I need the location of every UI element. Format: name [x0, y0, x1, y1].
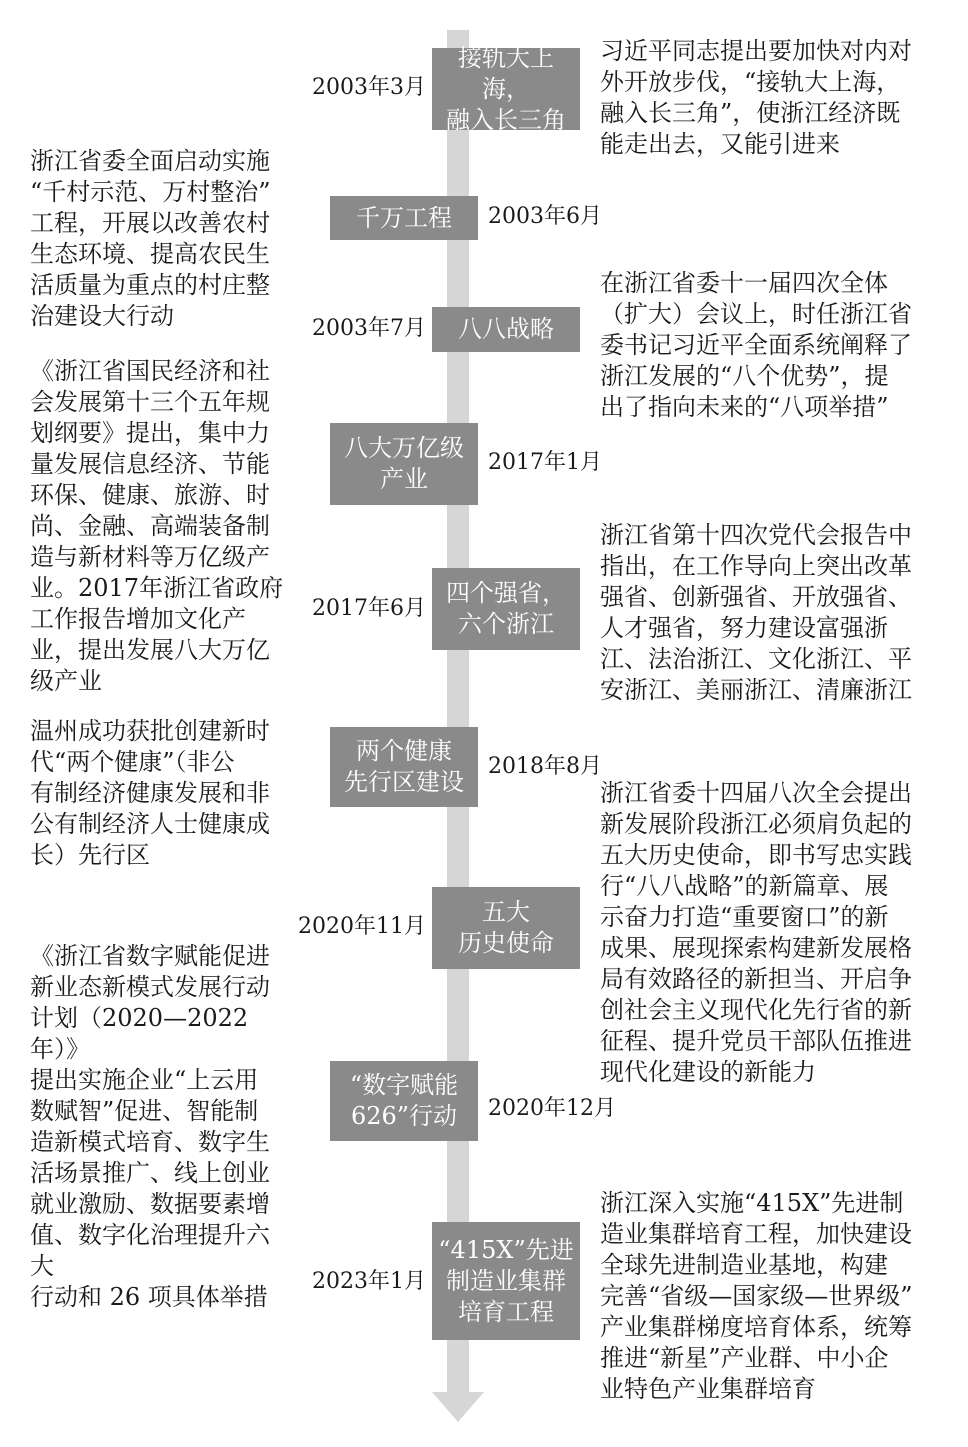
- event-box-liangge-jiankang: 两个健康 先行区建设: [330, 727, 478, 807]
- event-desc-baba-zhanlue: 在浙江省委十一届四次全体 （扩大）会议上，时任浙江省 委书记习近平全面系统阐释了 浙江发展的“八个优势”，提 出了指向未来的“八项举措”: [600, 269, 912, 421]
- event-box-baba-zhanlue: 八八战略: [432, 307, 580, 352]
- event-date-2017-01: 2017年1月: [488, 450, 602, 475]
- event-date-2020-12: 2020年12月: [488, 1096, 616, 1121]
- event-date-2023-01: 2023年1月: [312, 1269, 426, 1294]
- event-box-qianwan-gongcheng: 千万工程: [330, 196, 478, 240]
- event-desc-415x: 浙江深入实施“415X”先进制 造业集群培育工程，加快建设 全球先进制造业基地，构建 完善“省级—国家级—世界级” 产业集群梯度培育体系，统筹 推进“新星”产业群、中小企 业特色产业集群培育: [600, 1189, 913, 1403]
- event-desc-shuzi-funeng: 《浙江省数字赋能促进 新业态新模式发展行动 计划（2020—2022年）》 提出实施企业“上云用 数赋智”促进、智能制 造新模式培育、数字生 活场景推广、线上创业 就业激励、数据要素增 值、数字化治理提升六大 行动和 26 项具体举措: [30, 942, 270, 1311]
- timeline-arrow-head: [432, 1392, 484, 1422]
- event-desc-sige-qiangsheng: 浙江省第十四次党代会报告中 指出，在工作导向上突出改革 强省、创新强省、开放强省、 人才强省，努力建设富强浙 江、法治浙江、文化浙江、平 安浙江、美丽浙江、清廉浙江: [600, 521, 912, 704]
- event-desc-qianwan-gongcheng: 浙江省委全面启动实施 “千村示范、万村整治” 工程，开展以改善农村 生态环境、提高农民生 活质量为重点的村庄整 治建设大行动: [30, 147, 271, 330]
- event-date-2018-08: 2018年8月: [488, 754, 602, 779]
- event-desc-wuda-lishi-shiming: 浙江省委十四届八次全会提出 新发展阶段浙江必须肩负起的 五大历史使命，即书写忠实践 行“八八战略”的新篇章、展 示奋力打造“重要窗口”的新 成果、展现探索构建新发展格 局有效路径的新担当、开启争 创社会主义现代化先行省的新 征程、提升党员干部队伍推进 现代化建设的新能力: [600, 779, 912, 1086]
- event-box-wuda-lishi-shiming: 五大 历史使命: [432, 887, 580, 969]
- event-box-jiegui-dashanghai: 接轨大上海， 融入长三角: [432, 48, 580, 130]
- event-box-sige-qiangsheng: 四个强省， 六个浙江: [432, 568, 580, 650]
- event-date-2017-06: 2017年6月: [312, 596, 426, 621]
- event-box-wanyiji-chanye: 八大万亿级 产业: [330, 423, 478, 505]
- event-desc-wanyiji-chanye: 《浙江省国民经济和社 会发展第十三个五年规 划纲要》提出，集中力 量发展信息经济、节能 环保、健康、旅游、时 尚、金融、高端装备制 造与新材料等万亿级产 业。2017年浙江省政府 工作报告增加文化产 业，提出发展八大万亿 级产业: [30, 357, 284, 695]
- event-box-415x: “415X”先进 制造业集群 培育工程: [432, 1222, 580, 1340]
- event-date-2020-11: 2020年11月: [298, 914, 426, 939]
- event-date-2003-06: 2003年6月: [488, 204, 602, 229]
- event-date-2003-03: 2003年3月: [312, 75, 426, 100]
- event-desc-jiegui-dashanghai: 习近平同志提出要加快对内对 外开放步伐，“接轨大上海， 融入长三角”，使浙江经济既 能走出去，又能引进来: [600, 37, 912, 158]
- event-box-shuzi-funeng: “数字赋能 626”行动: [330, 1061, 478, 1141]
- event-desc-liangge-jiankang: 温州成功获批创建新时 代“两个健康”（非公 有制经济健康发展和非 公有制经济人士健康成 长）先行区: [30, 717, 270, 869]
- event-date-2003-07: 2003年7月: [312, 316, 426, 341]
